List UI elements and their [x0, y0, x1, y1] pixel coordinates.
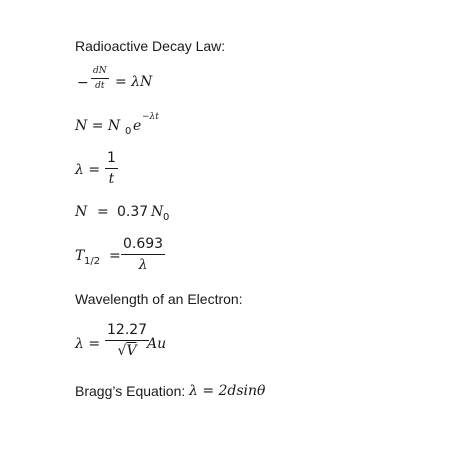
half-life-lhs: T [75, 248, 85, 264]
electron-lhs: λ = [75, 336, 101, 352]
half-life-sub: 1/2 [84, 256, 101, 267]
exp-sub: 0 [125, 126, 132, 137]
exp-lhs: N = N [75, 118, 121, 134]
remain-lhs: N [75, 204, 88, 220]
electron-numerator: 12.27 [105, 322, 149, 341]
lambda-definition [75, 150, 155, 190]
electron-denominator-group [105, 341, 149, 359]
electron-fraction [105, 322, 149, 359]
rate-equation [75, 66, 195, 102]
rate-numerator: dN [91, 66, 109, 79]
exp-base: e [133, 118, 142, 134]
electron-denominator: V [126, 343, 137, 359]
remaining-equation [75, 202, 215, 226]
remain-value: 0.37 [117, 204, 149, 220]
remain-eq: = [97, 204, 109, 220]
exp-exponent: −λt [142, 112, 159, 122]
sqrt-icon: √ [117, 343, 127, 359]
lambda-numerator: 1 [105, 150, 118, 169]
rate-minus: − [77, 75, 89, 91]
lambda-lhs: λ = [75, 162, 101, 178]
half-life-equation [75, 236, 195, 276]
bragg-line [75, 383, 335, 403]
bragg-expression: λ = 2dsinθ [189, 383, 266, 399]
electron-wavelength-heading: Wavelength of an Electron: [75, 291, 243, 307]
decay-law-heading: Radioactive Decay Law: [75, 38, 226, 54]
half-life-eq: = [109, 248, 121, 264]
bragg-heading: Bragg’s Equation: [75, 383, 186, 399]
rate-fraction [91, 66, 109, 91]
half-life-denominator: λ [138, 257, 148, 273]
rate-denominator: dt [95, 81, 105, 91]
half-life-fraction [121, 236, 165, 273]
electron-equation [75, 322, 205, 368]
exponential-equation [75, 112, 235, 138]
lambda-denominator: t [108, 171, 115, 187]
electron-unit: Au [147, 336, 167, 352]
remain-sub: 0 [163, 212, 170, 223]
lambda-fraction [105, 150, 118, 187]
rate-rhs: = λN [115, 74, 153, 90]
half-life-numerator: 0.693 [121, 236, 165, 255]
remain-rhs: N [151, 204, 164, 220]
